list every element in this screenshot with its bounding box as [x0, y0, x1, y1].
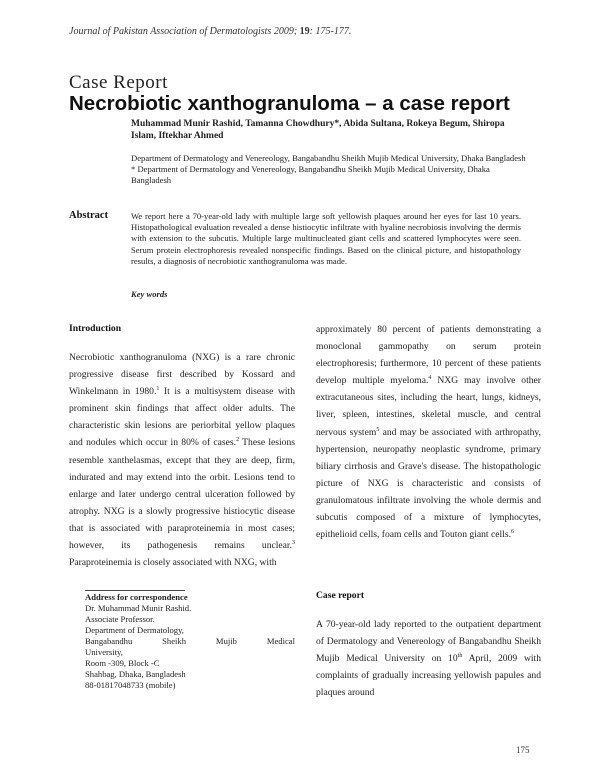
citation-6: 6	[510, 528, 514, 535]
citation-1: 1	[156, 386, 160, 392]
citation-2: 2	[236, 437, 240, 444]
citation-5: 5	[376, 426, 380, 433]
author-list: Muhammad Munir Rashid, Tamanna Chowdhury*, Abida Sultana, Rokeya Begum, Shiropa Islam, Iftekhar Ahmed	[131, 119, 505, 141]
article-type-label: Case Report	[69, 72, 168, 93]
introduction-column-2	[316, 321, 541, 543]
journal-volume: 19	[299, 26, 310, 37]
correspondence-block	[85, 592, 295, 691]
univ-word-4: Medical	[266, 636, 295, 646]
correspondence-city: Shahbag, Dhaka, Bangladesh	[85, 669, 186, 679]
intro-paragraph-1	[69, 349, 295, 571]
affiliation-1: Department of Dermatology and Venereology, Bangabandhu Sheikh Mujib Medical University, Dhaka Bangladesh	[131, 153, 526, 163]
case-text-a: A 70-year-old lady reported to the outpatient department of Dermatology and Venereology of Bangabandhu Sheikh Mujib Medical University on 10	[316, 619, 541, 665]
keywords-label: Key words	[131, 289, 168, 299]
introduction-column-1	[69, 349, 295, 571]
abstract-text: We report here a 70-year-old lady with multiple large soft yellowish plaques around her eyes for last 10 years. Histopathological evaluation revealed a dense histiocytic infiltrate with hyaline necrobiosis involving the dermis with extension to the subcutis. Multiple large multinucleated giant cells and scattered lymphocytes were seen. Serum protein electrophoresis revealed nonspecific findings. Based on the clinical picture, and histopathology results, a diagnosis of necrobiotic xanthogranuloma was made.	[131, 211, 521, 266]
correspondence-heading: Address for correspondence	[85, 592, 188, 602]
date-suffix: th	[457, 653, 463, 659]
intro2-text-3: and may be associated with arthropathy, hypertension, neuropathy neoplastic syndrome, primary biliary cirrhosis and Grave's disease. The histopathologic picture of NXG is characteristic and consists of granulomatous infiltrate involving the whole dermis and subcutis composed of a mixture of lymphocytes, epithelioid cells, foam cells and Touton giant cells.	[316, 426, 541, 541]
footnote-divider	[85, 590, 185, 591]
correspondence-name: Dr. Muhammad Munir Rashid.	[85, 603, 192, 613]
univ-word-3: Mujib	[215, 636, 237, 646]
citation-4: 4	[428, 375, 432, 382]
correspondence-title: Associate Professor.	[85, 614, 155, 624]
intro-text-2: It is a multisystem disease with prominent skin findings that affect older adults. The characteristic skin lesions are periorbital yellow plaques and nodules which occur in 80% of cases.	[69, 386, 296, 449]
intro-paragraph-2	[316, 321, 541, 543]
correspondence-university	[85, 636, 295, 647]
journal-year: 2009;	[273, 26, 298, 37]
introduction-heading: Introduction	[69, 323, 122, 334]
intro-text-3: These lesions resemble xanthelasmas, except that they are deep, firm, indurated and may extend into the orbit. Lesions tend to enlarge and later undergo central ulceration followed by atrophy. NXG is a slowly progressive histiocytic disease that is associated with paraproteinemia in most cases; however, its pathogenesis remains unclear.	[69, 437, 295, 552]
correspondence-room: Room -309, Block -C	[85, 658, 160, 668]
affiliation-2: * Department of Dermatology and Venereology, Bangabandhu Sheikh Mujib Medical University, Dhaka Bangladesh	[131, 164, 490, 185]
case-paragraph	[316, 616, 541, 701]
affiliations	[131, 153, 531, 186]
intro-text-4: Paraproteinemia is closely associated with NXG, with	[69, 557, 277, 569]
univ-word-2: Sheikh	[162, 636, 187, 646]
correspondence-phone: 88-01817048733 (mobile)	[85, 680, 176, 690]
correspondence-university-end: University,	[85, 647, 123, 657]
journal-pages: : 175-177.	[309, 26, 352, 37]
abstract-heading: Abstract	[69, 210, 109, 221]
intro2-text-1: approximately 80 percent of patients demonstrating a monoclonal gammopathy on serum protein electrophoresis; furthermore, 10 percent of these patients develop multiple myeloma.	[316, 324, 541, 387]
intro-text-1: Necrobiotic xanthogranuloma (NXG) is a rare chronic progressive disease first described by Kossard and Winkelmann in 1980.	[69, 352, 295, 398]
citation-3: 3	[292, 539, 295, 546]
case-report-heading: Case report	[316, 590, 365, 601]
intro2-text-2: NXG may involve other extracutaneous sites, including the heart, lungs, kidneys, liver, spleen, intestines, skeletal muscle, and central nervous system	[316, 375, 541, 438]
case-text-b: April, 2009 with complaints of gradually increasing yellowish papules and plaques around	[316, 653, 541, 699]
journal-name: Journal of Pakistan Association of Dermatologists	[69, 26, 272, 37]
correspondence-dept: Department of Dermatology,	[85, 625, 184, 635]
case-report-text	[316, 616, 541, 701]
article-title: Necrobiotic xanthogranuloma – a case report	[69, 92, 510, 115]
page-number: 175	[516, 745, 530, 755]
journal-citation	[69, 26, 351, 37]
univ-word-1: Bangabandhu	[85, 636, 133, 646]
